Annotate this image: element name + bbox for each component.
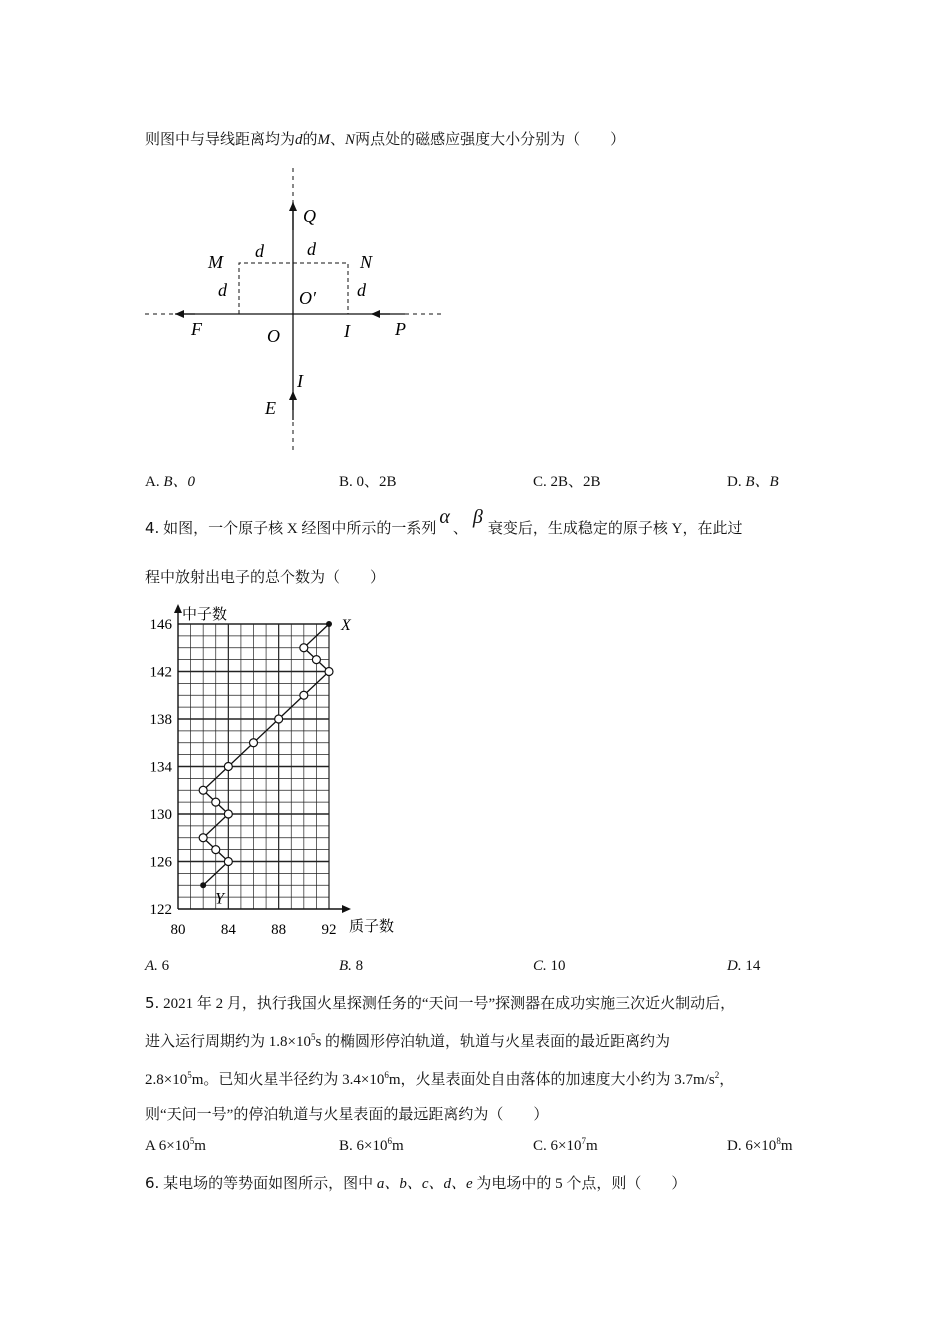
option-label: A.	[145, 958, 158, 974]
decay-point	[312, 656, 320, 664]
option-text: 6	[157, 958, 170, 974]
q5-line1	[145, 992, 735, 1013]
q5-option-b	[339, 1138, 404, 1155]
q5-text: ，	[719, 1072, 735, 1088]
q6-number: 6.	[145, 1174, 160, 1192]
q6-vars: a、b、c、d、e	[376, 1176, 473, 1192]
decay-point	[212, 798, 220, 806]
x-tick-label: 92	[321, 922, 337, 938]
q3-var-m: M	[317, 132, 331, 148]
option-label: C.	[533, 958, 547, 974]
label-f: F	[191, 319, 202, 339]
exponent: 5	[310, 1032, 316, 1042]
decay-point	[250, 739, 258, 747]
option-label: B.	[339, 474, 357, 490]
q6-text: 某电场的等势面如图所示，图中	[159, 1176, 377, 1192]
q3-option-b	[339, 470, 397, 491]
q3-stem	[145, 128, 625, 149]
y-axis-label: 中子数	[182, 607, 228, 623]
q5-text: 2.8×10	[145, 1072, 188, 1088]
q3-var-n: N	[345, 132, 356, 148]
q4-stem-text: 衰变后，生成稳定的原子核 Y，在此过	[487, 521, 743, 537]
exponent: 5	[189, 1136, 195, 1146]
decay-point	[224, 858, 232, 866]
option-label: A.	[145, 474, 164, 490]
q5-line4: 则“天问一号”的停泊轨道与火星表面的最远距离约为（ ）	[145, 1107, 549, 1123]
q3-stem-text: 的	[302, 132, 318, 148]
q5-line2	[145, 1030, 670, 1051]
q3-option-a	[145, 470, 195, 491]
q3-sep: 、	[330, 132, 346, 148]
q4-option-d	[727, 958, 760, 975]
q5-text: m，火星表面处自由落体的加速度大小约为 3.7m/s	[388, 1072, 715, 1088]
x-tick-label: 80	[170, 922, 186, 938]
option-text: 6×10	[745, 1138, 777, 1154]
option-label: B.	[339, 958, 352, 974]
q3-var-d: d	[295, 132, 303, 148]
option-text: B、B	[745, 474, 779, 490]
label-i-horizontal: I	[344, 321, 350, 341]
q3-option-d	[727, 470, 779, 491]
decay-point	[199, 786, 207, 794]
q4-stem-text: 如图，一个原子核 X 经图中所示的一系列	[159, 521, 437, 537]
q6-text: 为电场中的 5 个点，则（ ）	[472, 1176, 687, 1192]
q4-option-b	[339, 958, 363, 975]
q5-text: 2021 年 2 月，执行我国火星探测任务的“天问一号”探测器在成功实施三次近火制动后，	[159, 996, 736, 1012]
option-label: C.	[533, 1138, 551, 1154]
option-unit: m	[391, 1138, 404, 1154]
exponent: 2	[714, 1070, 720, 1080]
decay-point	[212, 846, 220, 854]
decay-chart	[135, 598, 415, 940]
q5-text: 进入运行周期约为 1.8×10	[145, 1034, 311, 1050]
decay-point	[224, 763, 232, 771]
q4-stem-line1	[145, 506, 743, 539]
q4-option-c	[533, 958, 566, 975]
q5-text: s 的椭圆形停泊轨道，轨道与火星表面的最近距离约为	[315, 1034, 671, 1050]
q5-number: 5.	[145, 994, 160, 1012]
option-text: B、0	[163, 474, 196, 490]
option-text: 2B、2B	[550, 474, 601, 490]
option-label: A	[145, 1138, 159, 1154]
alpha-symbol: α	[439, 506, 450, 528]
q5-line3	[145, 1068, 734, 1089]
decay-point	[300, 644, 308, 652]
option-text: 14	[741, 958, 761, 974]
q4-stem-line2: 程中放射出电子的总个数为（ ）	[145, 570, 386, 586]
option-text: 6×10	[550, 1138, 582, 1154]
label-p: P	[395, 319, 406, 339]
y-tick-label: 130	[149, 807, 172, 823]
q3-option-c	[533, 470, 601, 491]
q4-option-a	[145, 958, 169, 975]
q6-stem	[145, 1172, 686, 1193]
option-text: 0、2B	[356, 474, 397, 490]
point-label: X	[341, 617, 351, 634]
nucleus-point	[326, 621, 332, 627]
option-unit: m	[585, 1138, 598, 1154]
y-tick-label: 146	[149, 617, 172, 633]
y-tick-label: 142	[149, 664, 172, 681]
label-d-left: d	[218, 280, 227, 300]
label-e: E	[265, 398, 276, 418]
y-axis-arrow	[174, 604, 182, 613]
point-label: Y	[215, 890, 225, 908]
q3-stem-text: 则图中与导线距离均为	[145, 132, 296, 148]
q4-number: 4.	[145, 519, 160, 537]
decay-point	[325, 668, 333, 676]
exponent: 8	[776, 1136, 781, 1146]
exponent: 5	[187, 1070, 192, 1080]
option-text: 8	[351, 958, 364, 974]
decay-point	[199, 834, 207, 842]
decay-point	[224, 810, 232, 818]
option-text: 6×10	[356, 1138, 388, 1154]
nucleus-point	[200, 882, 206, 888]
option-label: C.	[533, 474, 551, 490]
label-m: M	[208, 252, 223, 272]
y-tick-label: 134	[149, 759, 172, 776]
option-label: B.	[339, 1138, 357, 1154]
decay-point	[300, 691, 308, 699]
y-tick-label: 138	[149, 712, 172, 728]
option-label: D.	[727, 958, 742, 974]
wire-diagram	[140, 160, 450, 460]
x-tick-label: 84	[220, 922, 236, 938]
decay-point	[275, 715, 283, 723]
q5-option-c	[533, 1138, 598, 1155]
option-unit: m	[194, 1138, 206, 1154]
option-text: 6×10	[158, 1138, 190, 1154]
label-d-top-left: d	[255, 241, 264, 261]
y-tick-label: 126	[149, 854, 172, 871]
label-n: N	[360, 252, 373, 272]
label-o-prime: O′	[299, 288, 316, 308]
label-i-vertical: I	[297, 371, 303, 391]
label-d-right: d	[357, 280, 366, 300]
label-d-top-right: d	[307, 239, 316, 259]
beta-symbol: β	[472, 506, 483, 528]
label-q: Q	[303, 206, 316, 226]
exponent: 6	[387, 1136, 392, 1146]
option-unit: m	[780, 1138, 793, 1154]
y-tick-label: 122	[149, 902, 172, 918]
option-text: 10	[546, 958, 566, 974]
q4-sep: 、	[452, 521, 468, 537]
x-axis-arrow	[342, 905, 351, 913]
q5-text: m。已知火星半径约为 3.4×10	[191, 1072, 385, 1088]
exponent: 6	[384, 1070, 389, 1080]
x-tick-label: 88	[271, 922, 287, 938]
option-label: D.	[727, 474, 746, 490]
x-axis-label: 质子数	[349, 919, 395, 935]
label-o: O	[267, 326, 280, 346]
q3-stem-text: 两点处的磁感应强度大小分别为（ ）	[355, 132, 626, 148]
q5-option-a	[145, 1138, 206, 1155]
exponent: 7	[581, 1136, 586, 1146]
q5-option-d	[727, 1138, 792, 1155]
option-label: D.	[727, 1138, 746, 1154]
